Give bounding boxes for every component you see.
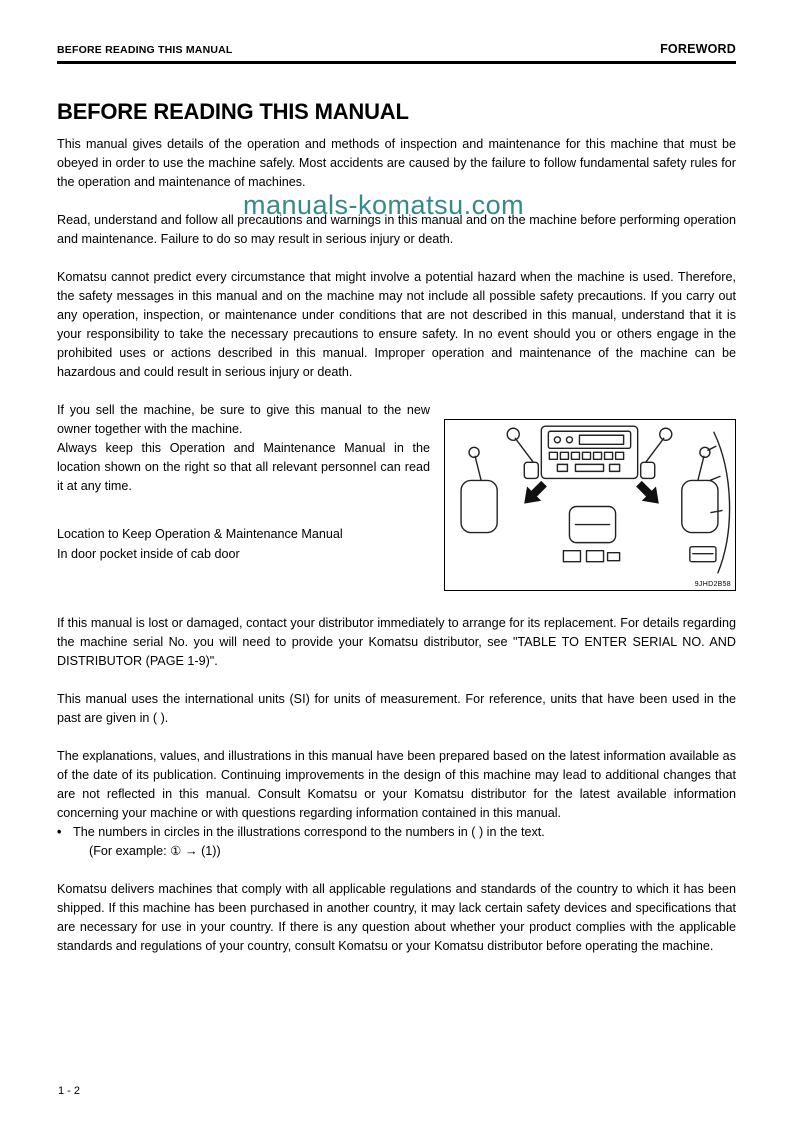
paragraph-sell-machine: If you sell the machine, be sure to give this manual to the new owner together with the machine. xyxy=(57,403,430,436)
bullet-example-text: (For example: ① → (1)) xyxy=(89,844,221,858)
cab-interior-illustration xyxy=(445,420,734,589)
paragraph-hazard-prediction: Komatsu cannot predict every circumstance that might involve a potential hazard when the machine is used. Therefore, the safety messages in this manual and on the machine may not include all possible safety precautions. If you carry out any operation, inspection, or maintenance under conditions that are not described in this manual, understand that it is your responsibility to take the necessary precautions to ensure safety. In no event should you or others engage in the prohibited uses or actions described in this manual. Improper operation and maintenance of the machine can be hazardous and could result in serious injury or death. xyxy=(57,270,736,379)
figure-caption-title: Location to Keep Operation & Maintenance Manual xyxy=(57,527,343,541)
paragraph-keep-manual: Always keep this Operation and Maintenance Manual in the location shown on the right so that all relevant personnel can read it at any time. xyxy=(57,441,430,493)
bullet-text: The numbers in circles in the illustrations correspond to the numbers in ( ) in the text. xyxy=(73,825,545,839)
figure-caption-location: In door pocket inside of cab door xyxy=(57,547,240,561)
paragraph-si-units: This manual uses the international units (SI) for units of measurement. For reference, units that have been used in the past are given in ( ). xyxy=(57,692,736,725)
arrow-left-icon xyxy=(517,477,551,511)
page-number: 1 - 2 xyxy=(58,1085,81,1097)
figure-reference-code: 9JHD2B58 xyxy=(694,581,731,588)
arrow-right-icon xyxy=(632,477,666,511)
bullet-icon: • xyxy=(57,825,62,839)
site-watermark: manuals-komatsu.com xyxy=(243,190,525,220)
paragraph-safety-intro: This manual gives details of the operation and methods of inspection and maintenance for this machine that must be obeyed in order to use the machine safely. Most accidents are caused by the failure to follow fundamental safety rules for the operation and maintenance of machines. xyxy=(57,137,736,189)
figure-text-wrap xyxy=(57,401,736,597)
page-header xyxy=(57,42,736,64)
page-title: BEFORE READING THIS MANUAL xyxy=(57,99,409,124)
paragraph-lost-manual: If this manual is lost or damaged, contact your distributor immediately to arrange for its replacement. For details regarding the machine serial No. you will need to provide your Komatsu distributor, see "TABLE TO ENTER SERIAL NO. AND DISTRIBUTOR (PAGE 1-9)". xyxy=(57,616,736,668)
header-chapter-title: FOREWORD xyxy=(660,42,736,56)
paragraph-latest-information: The explanations, values, and illustrations in this manual have been prepared based on the latest information available as of the date of its publication. Continuing improvements in the design of this machine may lead to additional changes that are not reflected in this manual. Consult Komatsu or your Komatsu distributor for the latest available information concerning your machine or with questions regarding information contained in this manual. xyxy=(57,749,736,820)
manual-location-figure xyxy=(444,419,736,591)
paragraph-read-precautions: Read, understand and follow all precautions and warnings in this manual and on the machine before performing operation and maintenance. Failure to do so may result in serious injury or death. xyxy=(57,213,736,246)
header-section-title: BEFORE READING THIS MANUAL xyxy=(57,44,233,56)
page-content xyxy=(57,95,736,975)
paragraph-country-regulations: Komatsu delivers machines that comply with all applicable regulations and standards of the country to which it has been shipped. If this machine has been purchased in another country, it may lack certain safety devices and specifications that are necessary for use in your country. If there is any question about whether your product complies with the applicable standards and regulations of your country, consult Komatsu or your Komatsu distributor before operating the machine. xyxy=(57,882,736,953)
bullet-item-circled-numbers xyxy=(57,823,736,842)
